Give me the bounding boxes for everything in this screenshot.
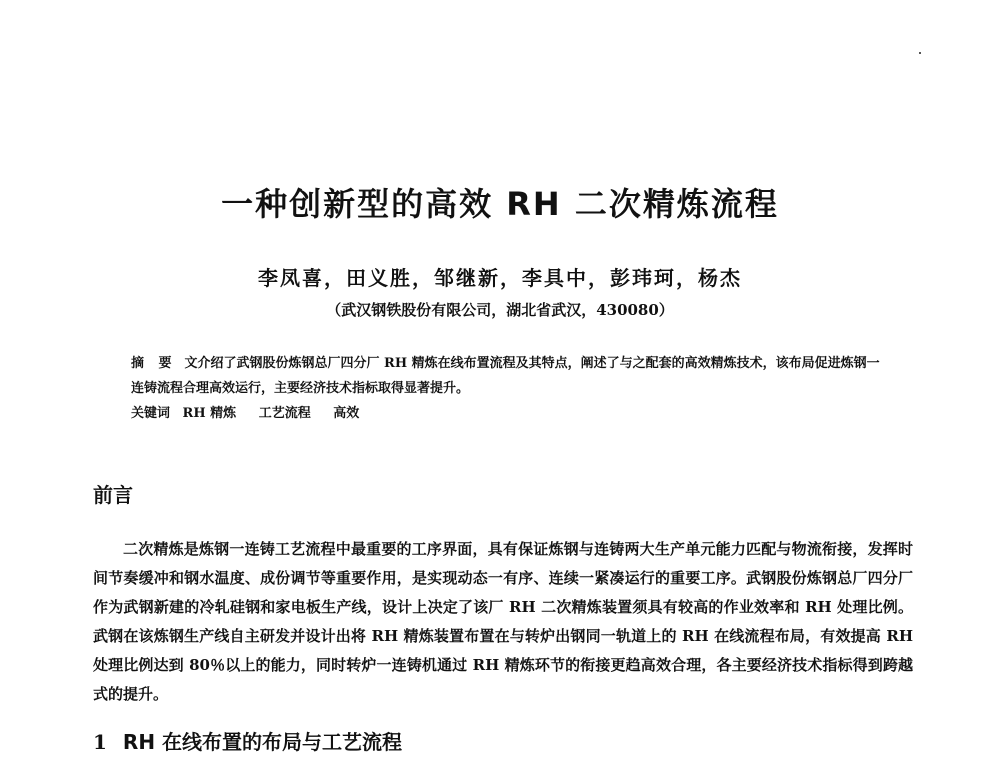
paper-title: 一种创新型的高效 RH 二次精炼流程 [221,185,779,223]
keywords-line [131,401,891,426]
abstract-paragraph [131,351,891,401]
keyword-item: 工艺流程 [258,406,311,421]
keywords-label: 关键词 [131,406,171,421]
abstract-label: 摘 要 [131,356,177,371]
preface-body: 二次精炼是炼钢一连铸工艺流程中最重要的工序界面，具有保证炼钢与连铸两大生产单元能力匹配与物流衔接，发挥时间节奏缓冲和钢水温度、成份调节等重要作用，是实现动态一有序、连续一紧凑运行的重要工序。武钢股份炼钢总厂四分厂作为武钢新建的冷轧硅钢和家电板生产线，设计上决定了该厂 RH 二次精炼装置须具有较高的作业效率和 RH 处理比例。武钢在该炼钢生产线自主研发并设计出将 RH 精炼装置布置在与转炉出钢同一轨道上的 RH 在线流程布局，有效提高 RH 处理比例达到 80％以上的能力，同时转炉一连铸机通过 RH 精炼环节的衔接更趋高效合理，各主要经济技术指标得到跨越式的提升。 [93,540,913,703]
section-1-heading [93,728,402,756]
scan-speck [919,52,921,54]
keyword-item: 高效 [333,406,360,421]
preface-heading: 前言 [93,483,133,507]
abstract-block [131,351,891,426]
author-list: 李凤喜，田义胜，邹继新，李具中，彭玮珂，杨杰 [258,266,742,290]
keyword-item: RH 精炼 [182,406,237,421]
section-1-title: RH 在线布置的布局与工艺流程 [122,730,403,754]
abstract-text: 文介绍了武钢股份炼钢总厂四分厂 RH 精炼在线布置流程及其特点，阐述了与之配套的高效精炼技术，该布局促进炼钢一连铸流程合理高效运行，主要经济技术指标取得显著提升。 [131,356,880,396]
section-1-number: 1 [93,730,107,754]
author-affiliation: （武汉钢铁股份有限公司，湖北省武汉，430080） [326,301,674,319]
